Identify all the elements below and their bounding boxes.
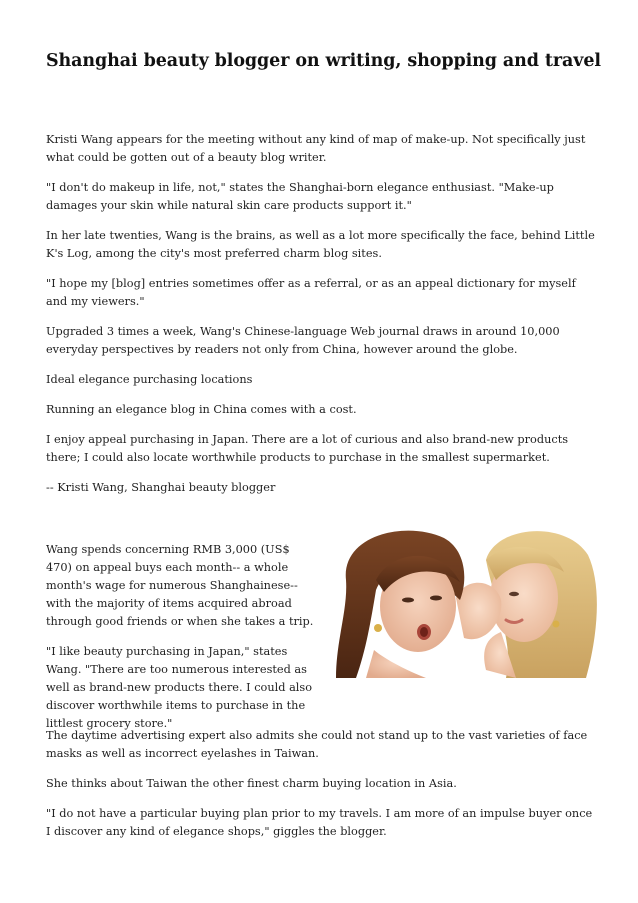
paragraph: Running an elegance blog in China comes with a cost. <box>46 403 357 416</box>
paragraph: Wang spends concerning RMB 3,000 (US$ 470) on appeal buys each month-- a whole month's wage for numerous Shanghainese-- with the majority of items acquired abroad through good friends or when she takes a trip. <box>46 543 314 628</box>
article-title: Shanghai beauty blogger on writing, shopping and travel <box>46 51 601 71</box>
paragraph: "I do not have a particular buying plan prior to my travels. I am more of an impulse buyer once I discover any kind of elegance shops," giggles the blogger. <box>46 807 593 838</box>
article-body-side <box>46 541 318 745</box>
paragraph: The daytime advertising expert also admits she could not stand up to the vast varieties of face masks as well as incorrect eyelashes in Taiwan. <box>46 729 588 760</box>
paragraph: "I don't do makeup in life, not," states the Shanghai-born elegance enthusiast. "Make-up damages your skin while natural skin care products support it." <box>46 181 554 212</box>
section-heading: Ideal elegance purchasing locations <box>46 373 253 386</box>
paragraph: "I like beauty purchasing in Japan," states Wang. "There are too numerous interested as well as brand-new products there. I could also discover worthwhile items to purchase in the littlest grocery store." <box>46 645 313 730</box>
article-body-bottom <box>46 727 598 853</box>
article-body-top <box>46 131 598 509</box>
two-women-whispering-image <box>336 520 602 678</box>
paragraph: I enjoy appeal purchasing in Japan. There are a lot of curious and also brand-new products there; I could also locate worthwhile products to purchase in the smallest supermarket. <box>46 433 569 464</box>
paragraph: "I hope my [blog] entries sometimes offer as a referral, or as an appeal dictionary for myself and my viewers." <box>46 277 576 308</box>
attribution: -- Kristi Wang, Shanghai beauty blogger <box>46 481 276 494</box>
paragraph: Upgraded 3 times a week, Wang's Chinese-language Web journal draws in around 10,000 everyday perspectives by readers not only from China, however around the globe. <box>46 325 560 356</box>
paragraph: Kristi Wang appears for the meeting without any kind of map of make-up. Not specifically just what could be gotten out of a beauty blog writer. <box>46 133 586 164</box>
paragraph: In her late twenties, Wang is the brains, as well as a lot more specifically the face, behind Little K's Log, among the city's most preferred charm blog sites. <box>46 229 595 260</box>
paragraph: She thinks about Taiwan the other finest charm buying location in Asia. <box>46 777 457 790</box>
